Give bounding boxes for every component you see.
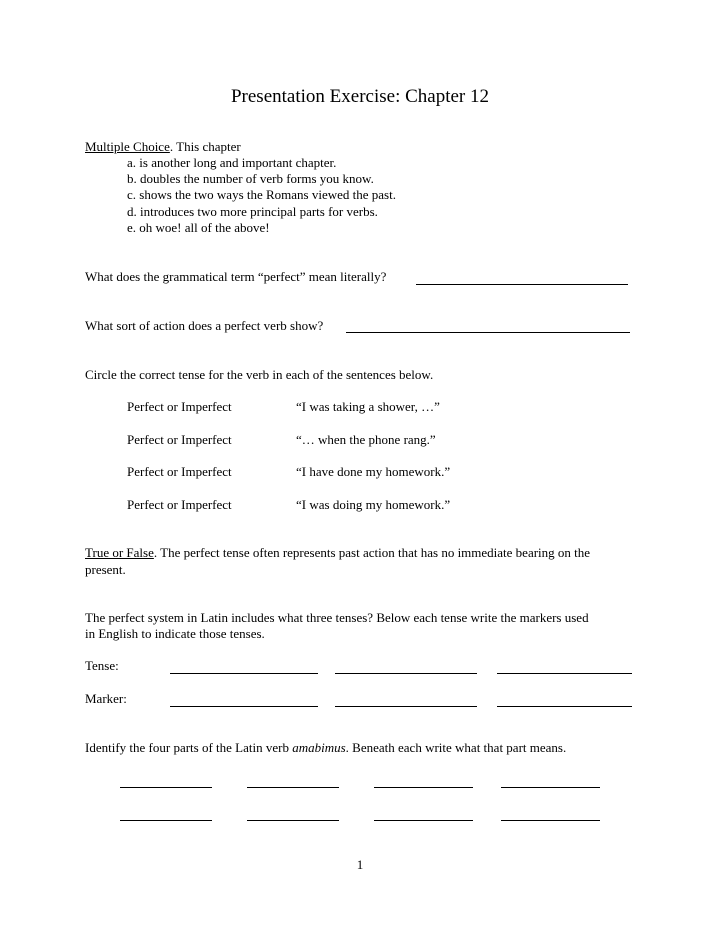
perfect-system-question: The perfect system in Latin includes what three tenses? Below each tense write the markers used <box>85 610 589 625</box>
tense-choice-4[interactable]: Perfect or Imperfect <box>127 497 232 512</box>
circle-instruction: Circle the correct tense for the verb in each of the sentences below. <box>85 367 434 382</box>
true-false-label[interactable]: True or False <box>85 545 154 560</box>
mc-option-b: b. doubles the number of verb forms you know. <box>127 171 374 186</box>
identify-text-before: Identify the four parts of the Latin verb <box>85 740 293 755</box>
mc-option-d: d. introduces two more principal parts for verbs. <box>127 204 378 219</box>
marker-row-label: Marker: <box>85 691 127 706</box>
tense-sentence-1: “I was taking a shower, …” <box>296 399 440 414</box>
tense-answer-line-3[interactable] <box>497 673 632 674</box>
identify-parts-question <box>85 740 566 756</box>
tense-choice-2[interactable]: Perfect or Imperfect <box>127 432 232 447</box>
multiple-choice-label: Multiple Choice <box>85 139 170 154</box>
verb-part-line-1[interactable] <box>120 787 212 788</box>
marker-answer-line-1[interactable] <box>170 706 318 707</box>
latin-verb: amabimus <box>292 740 346 755</box>
verb-meaning-line-1[interactable] <box>120 820 212 821</box>
verb-part-line-3[interactable] <box>374 787 473 788</box>
true-false-question <box>85 545 590 561</box>
true-false-text: . The perfect tense often represents past action that has no immediate bearing on the <box>153 545 591 560</box>
mc-option-a: a. is another long and important chapter. <box>127 155 337 170</box>
true-false-text-cont: present. <box>85 562 126 577</box>
multiple-choice-question <box>85 139 241 155</box>
tense-sentence-4: “I was doing my homework.” <box>296 497 451 512</box>
tense-answer-line-2[interactable] <box>335 673 477 674</box>
identify-text-after: . Beneath each write what that part means. <box>345 740 567 755</box>
verb-meaning-line-4[interactable] <box>501 820 600 821</box>
tense-answer-line-1[interactable] <box>170 673 318 674</box>
perfect-action-question: What sort of action does a perfect verb show? <box>85 318 324 333</box>
page-title: Presentation Exercise: Chapter 12 <box>230 86 489 107</box>
verb-meaning-line-2[interactable] <box>247 820 339 821</box>
tense-choice-3[interactable]: Perfect or Imperfect <box>127 464 232 479</box>
verb-meaning-line-3[interactable] <box>374 820 473 821</box>
mc-option-e: e. oh woe! all of the above! <box>127 220 270 235</box>
perfect-action-answer-line[interactable] <box>346 332 630 333</box>
tense-row-label: Tense: <box>85 658 119 673</box>
perfect-meaning-answer-line[interactable] <box>416 284 628 285</box>
tense-sentence-3: “I have done my homework.” <box>296 464 451 479</box>
tense-sentence-2: “… when the phone rang.” <box>296 432 436 447</box>
multiple-choice-stem: . This chapter <box>169 139 241 154</box>
marker-answer-line-3[interactable] <box>497 706 632 707</box>
verb-part-line-2[interactable] <box>247 787 339 788</box>
marker-answer-line-2[interactable] <box>335 706 477 707</box>
perfect-meaning-question: What does the grammatical term “perfect” mean literally? <box>85 269 387 284</box>
perfect-system-question-cont: in English to indicate those tenses. <box>85 626 265 641</box>
mc-option-c: c. shows the two ways the Romans viewed the past. <box>127 187 396 202</box>
tense-choice-1[interactable]: Perfect or Imperfect <box>127 399 232 414</box>
verb-part-line-4[interactable] <box>501 787 600 788</box>
page-number: 1 <box>356 857 364 872</box>
